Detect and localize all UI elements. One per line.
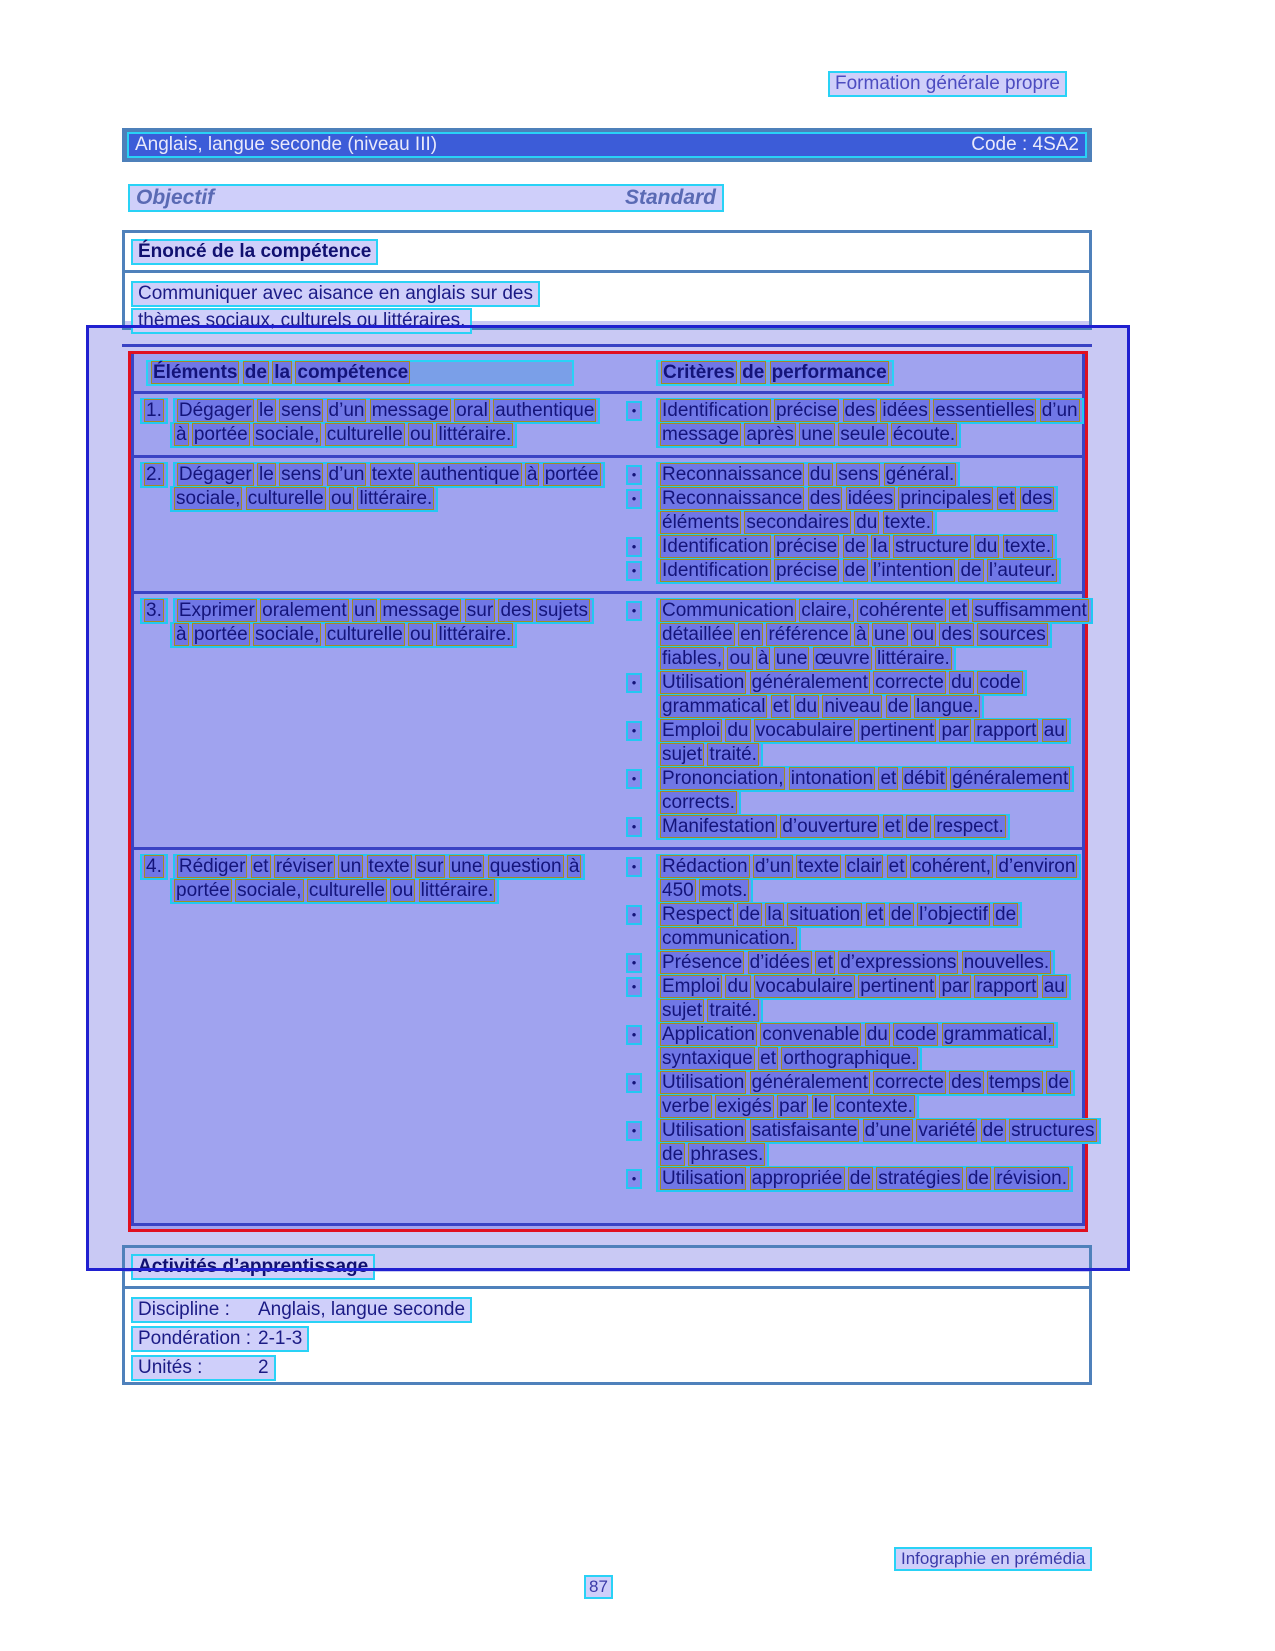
critere-line: Identification précise de la structure du texte. — [656, 534, 1057, 560]
enonce-body — [125, 273, 1089, 334]
enonce-line: Communiquer avec aisance en anglais sur des — [131, 281, 540, 307]
page-number: 87 — [584, 1575, 613, 1599]
footer-label: Infographie en prémédia — [894, 1547, 1092, 1571]
critere-line: Utilisation satisfaisante d’une variété de structures — [656, 1118, 1101, 1144]
element-line: portée sociale, culturelle ou littéraire. — [170, 878, 499, 904]
competence-table-inner — [131, 354, 1095, 1226]
row-number: 2. — [140, 462, 168, 488]
field-value: 2 — [258, 1357, 269, 1378]
bullet-icon: • — [626, 905, 642, 925]
page-number-wrap — [584, 1575, 613, 1599]
header-cell-elements — [134, 360, 620, 386]
bullet-icon: • — [626, 953, 642, 973]
critere-line: Communication claire, cohérente et suffisamment — [656, 598, 1093, 624]
critere-line: de phrases. — [656, 1142, 769, 1168]
critere-line: Identification précise des idées essentielles d’un — [656, 398, 1084, 424]
objectif-standard-row — [128, 184, 724, 212]
enonce-section — [122, 230, 1092, 330]
critere-line: Respect de la situation et de l’objectif de — [656, 902, 1022, 928]
critere-line: Prononciation, intonation et débit généralement — [656, 766, 1074, 792]
table-row — [134, 847, 1095, 1199]
title-strip — [127, 132, 1087, 158]
critere-line: Utilisation généralement correcte des temps de — [656, 1070, 1075, 1096]
critere-line: corrects. — [656, 790, 741, 816]
critere-line: Identification précise de l’intention de l’auteur. — [656, 558, 1061, 584]
bullet-icon: • — [626, 857, 642, 877]
table-row — [134, 394, 1082, 455]
element-cell — [134, 855, 620, 1191]
enonce-header — [125, 233, 1089, 273]
element-line: Exprimer oralement un message sur des sujets — [173, 598, 594, 624]
bullet-icon: • — [626, 673, 642, 693]
bullet-icon: • — [626, 1121, 642, 1141]
bullet-icon: • — [626, 817, 642, 837]
table-row — [134, 455, 1082, 591]
field-label: Pondération : — [138, 1328, 252, 1349]
critere-line: Manifestation d’ouverture et de respect. — [656, 814, 1010, 840]
activites-field — [131, 1326, 1089, 1352]
critere-line: grammatical et du niveau de langue. — [656, 694, 984, 720]
criteres-cell — [620, 855, 1095, 1191]
critere-line: verbe exigés par le contexte. — [656, 1094, 919, 1120]
criteres-cell — [620, 399, 1082, 447]
bullet-icon: • — [626, 601, 642, 621]
field-label: Discipline : — [138, 1299, 230, 1320]
element-cell — [134, 599, 620, 839]
activites-section — [122, 1245, 1092, 1385]
bullet-icon: • — [626, 769, 642, 789]
formation-label: Formation générale propre — [828, 71, 1067, 97]
critere-line: Reconnaissance des idées principales et des — [656, 486, 1058, 512]
critere-line: syntaxique et orthographique. — [656, 1046, 922, 1072]
critere-line: Emploi du vocabulaire pertinent par rapport au — [656, 718, 1071, 744]
critere-line: Utilisation généralement correcte du code — [656, 670, 1027, 696]
footer-label-wrap — [894, 1547, 1092, 1571]
critere-line: éléments secondaires du texte. — [656, 510, 937, 536]
field-label: Unités : — [138, 1357, 203, 1378]
course-title: Anglais, langue seconde (niveau III) — [135, 134, 438, 155]
bullet-icon: • — [626, 1073, 642, 1093]
table-header-criteres: Critères de performance — [656, 360, 894, 386]
standard-label: Standard — [624, 186, 716, 209]
critere-line: Application convenable du code grammatical, — [656, 1022, 1058, 1048]
element-line: sociale, culturelle ou littéraire. — [170, 486, 438, 512]
field-value: 2-1-3 — [258, 1328, 303, 1349]
activites-field — [131, 1355, 1089, 1381]
critere-line: sujet traité. — [656, 998, 763, 1024]
bullet-icon: • — [626, 465, 642, 485]
critere-line: Utilisation appropriée de stratégies de révision. — [656, 1166, 1073, 1192]
critere-line: Présence d’idées et d’expressions nouvelles. — [656, 950, 1055, 976]
critere-line: Emploi du vocabulaire pertinent par rapport au — [656, 974, 1071, 1000]
element-line: Dégager le sens d’un texte authentique à portée — [173, 462, 605, 488]
element-line: Rédiger et réviser un texte sur une question à — [173, 854, 586, 880]
table-header-row — [134, 354, 1082, 394]
bullet-icon: • — [626, 1025, 642, 1045]
critere-line: message après une seule écoute. — [656, 422, 961, 448]
bullet-icon: • — [626, 489, 642, 509]
title-bar — [122, 128, 1092, 162]
element-cell — [134, 399, 620, 447]
row-number: 4. — [140, 854, 168, 880]
enonce-title: Énoncé de la compétence — [131, 239, 378, 265]
bullet-icon: • — [626, 721, 642, 741]
element-line: à portée sociale, culturelle ou littéraire. — [170, 422, 517, 448]
row-number: 1. — [140, 398, 168, 424]
course-code: Code : 4SA2 — [971, 134, 1079, 155]
competence-table — [128, 351, 1095, 1232]
bullet-icon: • — [626, 537, 642, 557]
critere-line: communication. — [656, 926, 801, 952]
activites-field — [131, 1297, 1089, 1323]
criteres-cell — [620, 599, 1087, 839]
critere-line: sujet traité. — [656, 742, 763, 768]
critere-line: 450 mots. — [656, 878, 753, 904]
table-header-elements: Éléments de la compétence — [146, 360, 574, 386]
activites-body — [125, 1289, 1089, 1381]
row-number: 3. — [140, 598, 168, 624]
formation-label-wrap — [828, 71, 1067, 97]
critere-line: Reconnaissance du sens général. — [656, 462, 960, 488]
critere-line: détaillée en référence à une ou des sources — [656, 622, 1052, 648]
objectif-label: Objectif — [136, 186, 215, 209]
critere-line: Rédaction d’un texte clair et cohérent, d’environ — [656, 854, 1081, 880]
header-cell-criteres — [620, 360, 1082, 386]
table-top-rule — [122, 344, 1092, 347]
bullet-icon: • — [626, 1169, 642, 1189]
element-line: Dégager le sens d’un message oral authentique — [173, 398, 601, 424]
field-value: Anglais, langue seconde — [258, 1299, 466, 1320]
bullet-icon: • — [626, 401, 642, 421]
table-row — [134, 591, 1087, 847]
activites-title: Activités d’apprentissage — [131, 1254, 375, 1280]
criteres-cell — [620, 463, 1082, 583]
activites-header — [125, 1248, 1089, 1289]
bullet-icon: • — [626, 561, 642, 581]
enonce-line: thèmes sociaux, culturels ou littéraires. — [131, 308, 472, 334]
element-line: à portée sociale, culturelle ou littéraire. — [170, 622, 517, 648]
critere-line: fiables, ou à une œuvre littéraire. — [656, 646, 956, 672]
element-cell — [134, 463, 620, 583]
bullet-icon: • — [626, 977, 642, 997]
